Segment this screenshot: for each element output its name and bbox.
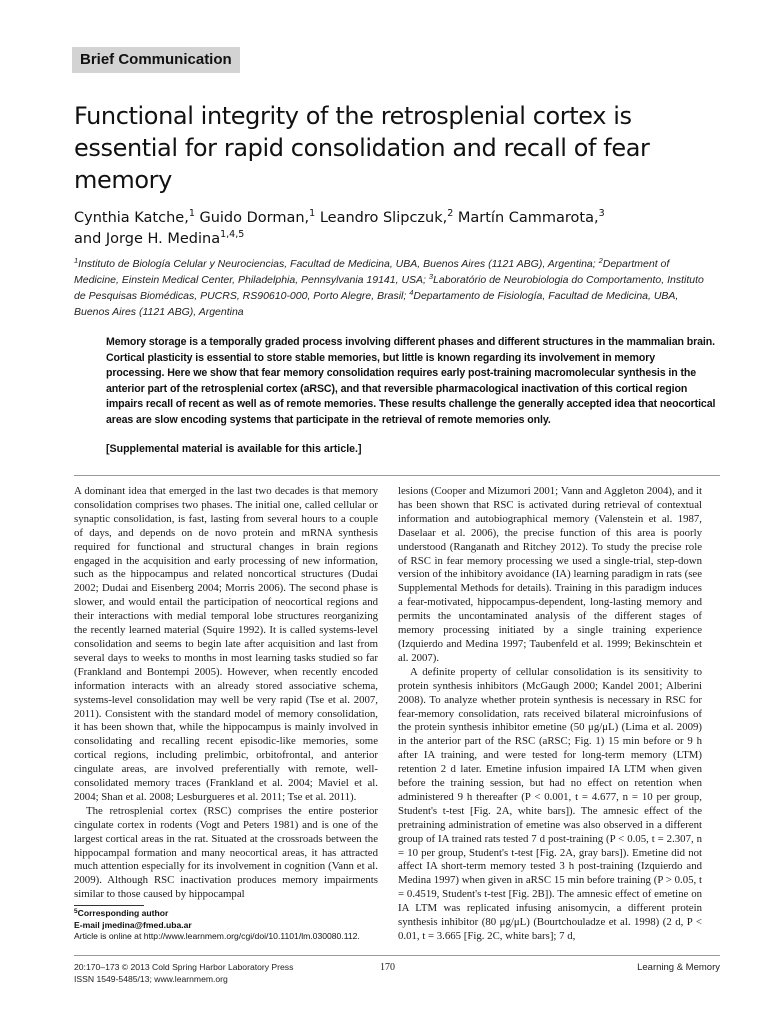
article-title: Functional integrity of the retrosplenial cortex is essential for rapid consolidation and recall of fear memory bbox=[74, 102, 650, 194]
divider bbox=[74, 955, 720, 956]
author: Cynthia Katche,$^1$ bbox=[74, 208, 195, 226]
body-paragraph: lesions (Cooper and Mizumori 2001; Vann and Aggleton 2004), and it has been shown that RSC is activated during retrieval of contextual information and autobiographical memory (Valenstein et al. 1987, Daselaar et al. 2006), the precise function of this area is poorly understood (Ranganath and Ritchey 2012). To study the precise role of RSC in fear memory processing we used a single-trial, step-down version of the inhibitory avoidance (IA) learning paradigm in rats (see Supplemental Methods for details). Training in this paradigm induces a fear-motivated, hippocampus-dependent, long-lasting memory and permits the uncontaminated analysis of the different stages of memory processing initiated by a single training experience (Izquierdo and Medina 1997; Taubenfeld et al. 1999; Bekinschtein et al. 2007). bbox=[398, 485, 702, 664]
author-list bbox=[74, 208, 714, 250]
author: and Jorge H. Medina$^{1,4,5}$ bbox=[74, 229, 245, 247]
copyright-line: 20:170–173 © 2013 Cold Spring Harbor Laboratory Press bbox=[74, 962, 294, 972]
affiliation: $^3$Laboratório de Neurobiologia do Comportamento, Instituto de Pesquisas Biomédicas, PUCRS, RS90610-000, Porto Alegre, Brasil; bbox=[74, 272, 704, 302]
affiliation: $^2$Department of Medicine, Einstein Medical Center, Philadelphia, Pennsylvania 19141, USA; bbox=[74, 256, 670, 286]
body-paragraph: A definite property of cellular consolidation is its sensitivity to protein synthesis inhibitors (McGaugh 2000; Kandel 2001; Alberini 2008). To analyze whether protein synthesis is necessary in RSC for fear-memory consolidation, rats received bilateral microinfusions of the protein synthesis inhibitor emetine (50 μg/μL) (Lima et al. 2009) in the anterior part of the RSC (aRSC; Fig. 1) 15 min before or 9 h after IA training, and were tested for long-term memory (LTM) retention 2 d later. Emetine infusion impaired IA LTM when given before the training session, but had no effect on retention when administered 9 h thereafter (P < 0.001, t = 4.677, n = 10 per group, Student's t-test [Fig. 2A, white bars]). The amnesic effect of the pretraining administration of emetine was also observed in a different group of IA trained rats tested 7 d post-training (P < 0.05, t = 2.307, n = 10 per group, Student's t-test [Fig. 2A, gray bars]). Emetine did not affect IA short-term memory tested 3 h post-training (Izquierdo and Medina 1997) when given in aRSC 15 min before training (P > 0.05, t = 0.4519, Student's t-test [Fig. 2B]). The amnesic effect of emetine on IA LTM was replicated infusing anisomycin, a different protein synthesis inhibitor (80 μg/μL) (Bourtchouladze et al. 1998) (2 d, P < 0.01, t = 3.665 [Fig. 2C, white bars]; 7 d, bbox=[398, 665, 702, 942]
corresponding-author-note: $^5$Corresponding author bbox=[74, 908, 169, 918]
body-column-right bbox=[398, 485, 702, 944]
abstract: Memory storage is a temporally graded process involving different phases and different structures in the mammalian brain. Cortical plasticity is essential to store stable memories, but little is known regarding its involvement in memory processing. Here we show that fear memory consolidation requires early post-training macromolecular synthesis in the anterior part of the retrosplenial cortex (aRSC), and that reversible pharmacological inactivation of this cortical region impairs recall of recent as well as of remote memories. These results challenge the generally accepted idea that neocortical areas are slow encoding systems that participate in the retrieval of remote memories only. bbox=[106, 336, 716, 426]
body-paragraph: The retrosplenial cortex (RSC) comprises the entire posterior cingulate cortex in rodents (Vogt and Peters 1981) and is one of the largest cortical areas in the rat. Situated at the crossroads between the hippocampal formation and many neocortical areas, it has attracted much attention especially for its involvement in cognition (Vann et al. 2009). Although RSC inactivation produces memory impairments similar to those caused by hippocampal bbox=[74, 804, 378, 901]
divider bbox=[74, 475, 720, 476]
footer-citation bbox=[74, 962, 293, 985]
author: Guido Dorman,$^1$ bbox=[199, 208, 316, 226]
body-paragraph: A dominant idea that emerged in the last two decades is that memory consolidation comprises two phases. The initial one, called cellular or synaptic consolidation, is fast, lasting from several hours to a couple of days, and depends on de novo protein and mRNA synthesis required for functional and structural changes in brain regions engaged in the acquisition and early processing of new information, such as the hippocampus and related noncortical structures (Dudai 2002; Dudai and Eisenberg 2004; Morris 2006). The second phase is slower, and would entail the participation of neocortical regions and their interactions with medial temporal lobe structures reorganizing the recently learned material (Squire 1992). It is called systems-level consolidation and seems to begin late after acquisition and last from several days to weeks to months in most learning tasks studied so far (Frankland and Bontempi 2005). However, when recently encoded information interacts with an already stored associative schema, systems-level consolidation may well be very rapid (Tse et al. 2007, 2011). Consistent with the standard model of memory consolidation, it has been shown that, while the hippocampus is mainly involved in consolidating and recalling recent episodic-like memories, some cortical regions, including prelimbic, orbitofrontal, and anterior cingulate areas, are involved preferentially with remote, well-consolidated memory traces (Frankland et al. 2004; Maviel et al. 2004; Shan et al. 2008; Lesburgueres et al. 2011; Tse et al. 2011). bbox=[74, 485, 378, 803]
author: Martín Cammarota,$^3$ bbox=[457, 208, 605, 226]
section-tag: Brief Communication bbox=[72, 47, 240, 73]
issn-line: ISSN 1549-5485/13; www.learnmem.org bbox=[74, 973, 228, 984]
body-column-left bbox=[74, 485, 378, 902]
journal-name: Learning & Memory bbox=[637, 962, 720, 973]
page-number: 170 bbox=[380, 962, 395, 973]
footnotes bbox=[74, 908, 378, 943]
footnote-divider bbox=[74, 905, 144, 906]
affiliations bbox=[74, 256, 706, 320]
affiliation: $^1$Instituto de Biología Celular y Neurociencias, Facultad de Medicina, UBA, Buenos Aires (1121 ABG), Argentina; bbox=[74, 256, 599, 270]
article-online-link[interactable]: Article is online at http://www.learnmem.org/cgi/doi/10.1101/lm.030080.112. bbox=[74, 931, 360, 941]
supplemental-note: [Supplemental material is available for this article.] bbox=[106, 443, 362, 455]
author-email[interactable]: E-mail jmedina@fmed.uba.ar bbox=[74, 919, 192, 930]
author: Leandro Slipczuk,$^2$ bbox=[319, 208, 454, 226]
affiliation: $^4$Departamento de Fisiología, Facultad de Medicina, UBA, Buenos Aires (1121 ABG), Argentina bbox=[74, 288, 679, 318]
